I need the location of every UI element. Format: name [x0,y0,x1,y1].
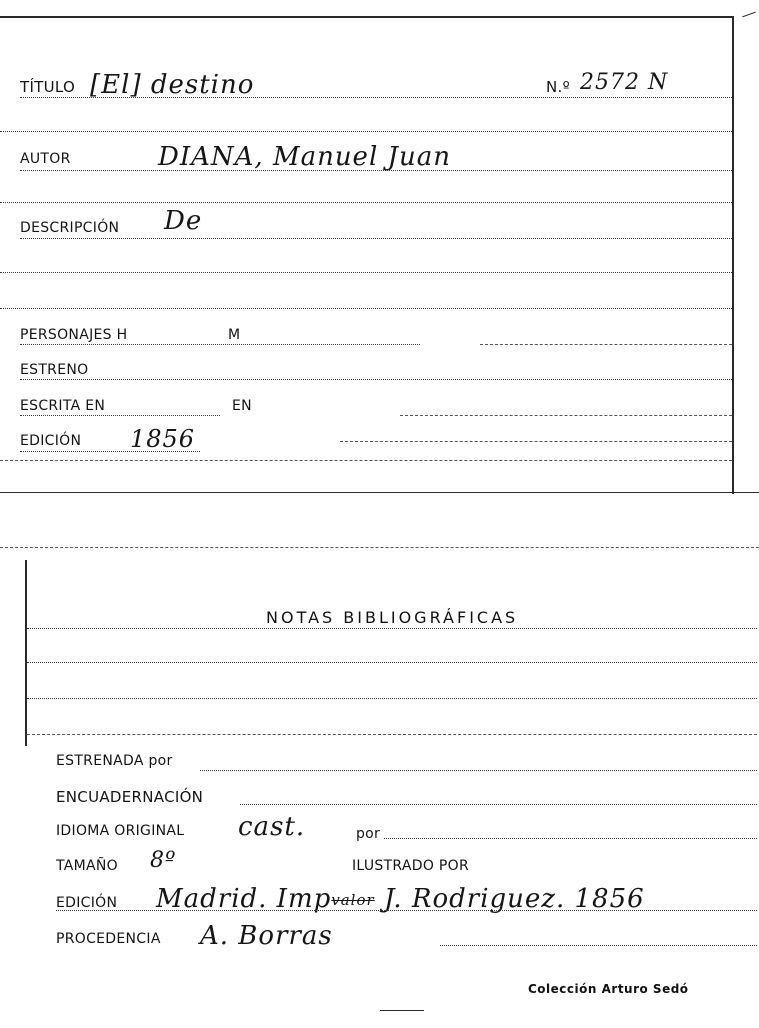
card-front-bottom-border [0,492,759,493]
idioma-value: cast. [238,812,306,842]
edicion-rule [20,451,200,452]
front-rule-3 [0,272,732,273]
edicion-back-value-struck: valor [331,891,375,909]
estrenada-label: ESTRENADA por [56,753,173,769]
estreno-rule [20,379,732,380]
front-rule-2 [0,202,732,203]
front-rule-5 [0,460,732,461]
autor-rule [20,170,732,171]
procedencia-value: A. Borras [200,921,333,951]
edicion-value: 1856 [130,425,196,453]
escrita-en-label: ESCRITA EN [20,398,106,414]
notas-heading: NOTAS BIBLIOGRÁFICAS [266,608,519,627]
front-rule-1 [0,131,732,132]
card-front-right-border [732,16,734,494]
front-rule-4 [0,308,732,309]
procedencia-label: PROCEDENCIA [56,931,161,947]
titulo-rule [20,97,732,98]
personajes-rule-right [480,344,732,345]
edicion-back-label: EDICIÓN [56,895,118,911]
notas-rule-3 [27,698,757,699]
descripcion-rule [20,238,732,239]
bottom-mark [380,1010,424,1011]
personajes-rule [20,344,420,345]
edicion-label: EDICIÓN [20,433,82,449]
edicion-back-value-b: J. Rodriguez. 1856 [383,884,645,914]
personajes-label: PERSONAJES H [20,327,128,343]
escrita-rule [20,415,220,416]
encuadernacion-label: ENCUADERNACIÓN [56,788,204,806]
autor-value: DIANA, Manuel Juan [158,142,451,172]
encuadernacion-rule [240,804,757,805]
card-front-top-border [0,16,734,18]
descripcion-value: De [164,206,203,236]
procedencia-rule [440,945,757,946]
card-back-top-border [0,547,759,548]
numero-label: N.º [546,78,570,96]
ilustrado-label: ILUSTRADO POR [352,858,469,874]
corner-mark [742,12,755,18]
collection-label: Colección Arturo Sedó [528,982,689,996]
escrita-rule-right [400,415,732,416]
tamano-label: TAMAÑO [56,858,118,874]
titulo-label: TÍTULO [20,78,76,96]
estrenada-rule [200,770,757,771]
notas-rule-2 [27,662,757,663]
autor-label: AUTOR [20,151,71,167]
edicion-rule-right [340,441,732,442]
notas-rule-4 [27,734,757,735]
personajes-m-label: M [228,327,241,343]
edicion-back-rule [56,910,757,911]
idioma-rule [384,838,757,839]
tamano-value: 8º [150,848,177,873]
notas-rule-1 [27,628,757,629]
numero-value: 2572 N [580,70,669,95]
descripcion-label: DESCRIPCIÓN [20,220,120,236]
edicion-back-value-a: Madrid. Imp [156,884,332,914]
card-back-left-border [25,560,27,746]
idioma-por-label: por [356,826,381,842]
titulo-value: [El] destino [90,70,255,100]
estreno-label: ESTRENO [20,362,89,378]
escrita-en2-label: EN [232,398,252,414]
idioma-label: IDIOMA ORIGINAL [56,823,185,839]
